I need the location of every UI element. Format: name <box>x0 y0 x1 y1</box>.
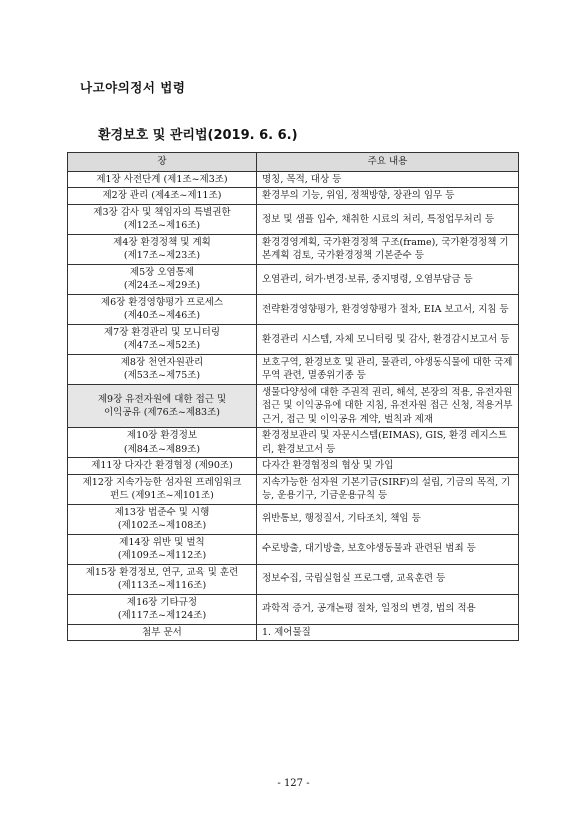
table-row <box>68 428 519 458</box>
chapter-cell <box>68 204 257 234</box>
chapter-line: (제113조~제116조) <box>117 580 207 592</box>
table-row <box>68 204 519 234</box>
chapter-line: (제24조~제29조) <box>123 280 201 292</box>
chapter-line: 제4장 환경정책 및 계획 <box>113 236 211 248</box>
chapter-cell <box>68 428 257 458</box>
content-cell: 과학적 증거, 공개논평 절차, 일정의 변경, 법의 적용 <box>257 594 519 624</box>
chapter-line: 제5장 오염통제 <box>129 266 195 278</box>
chapter-line: 제2장 관리 (제4조~제11조) <box>102 190 222 202</box>
chapter-line: (제40조~제46조) <box>123 310 201 322</box>
content-cell: 생물다양성에 대한 주권적 권리, 해석, 본장의 적용, 유전자원 접근 및 이익공유에 대한 지침, 유전자원 접근 신청, 적용거부 근거, 접근 및 이익공유 계약, 벌칙과 제재 <box>257 384 519 427</box>
chapter-line: 제12장 지속가능한 섬자원 프레임워크 <box>82 476 242 488</box>
chapter-line: (제12조~제16조) <box>123 220 201 232</box>
chapter-line: (제47조~제52조) <box>123 340 201 352</box>
section-title: 나고야의정서 법령 <box>80 80 186 95</box>
table-row <box>68 474 519 504</box>
document-title: 환경보호 및 관리법(2019. 6. 6.) <box>98 128 298 143</box>
chapter-cell <box>68 624 257 640</box>
table-row <box>68 594 519 624</box>
table-row <box>68 564 519 594</box>
chapter-line: 펀드 (제91조~제101조) <box>110 490 214 502</box>
table-row <box>68 354 519 384</box>
chapter-cell <box>68 474 257 504</box>
content-cell: 정보 및 샘플 입수, 채취한 시료의 처리, 특정업무처리 등 <box>257 204 519 234</box>
header-content: 주요 내용 <box>257 153 519 172</box>
content-cell: 위반통보, 행정질서, 기타조치, 책임 등 <box>257 504 519 534</box>
content-cell: 명칭, 목적, 대상 등 <box>257 172 519 188</box>
chapter-line: 제6장 환경영향평가 프로세스 <box>100 296 224 308</box>
chapter-cell <box>68 384 257 427</box>
chapter-line: 이익공유 (제76조~제83조) <box>104 407 220 418</box>
chapter-line: 제10장 환경정보 <box>126 430 198 442</box>
chapter-cell <box>68 264 257 294</box>
chapter-line: 첨부 문서 <box>142 626 182 638</box>
chapter-line: 제15장 환경정보, 연구, 교육 및 훈련 <box>85 566 239 578</box>
chapter-cell <box>68 458 257 474</box>
content-cell: 환경부의 기능, 위임, 정책방향, 장관의 임무 등 <box>257 188 519 204</box>
chapter-line: (제84조~제89조) <box>123 443 201 455</box>
table-row <box>68 324 519 354</box>
chapter-cell <box>68 294 257 324</box>
table-row <box>68 294 519 324</box>
content-cell: 1. 제어물질 <box>257 624 519 640</box>
content-cell: 오염관리, 허가·변경·보류, 중지명령, 오염부담금 등 <box>257 264 519 294</box>
content-cell: 다자간 환경협정의 협상 및 가입 <box>257 458 519 474</box>
chapter-cell <box>68 324 257 354</box>
content-cell: 환경경영계획, 국가환경정책 구조(frame), 국가환경정책 기본계획 검토, 국가환경정책 기본준수 등 <box>257 234 519 264</box>
table-row <box>68 624 519 640</box>
content-cell: 환경정보관리 및 자문시스템(EIMAS), GIS, 환경 레지스트리, 환경보고서 등 <box>257 428 519 458</box>
chapter-line: (제117조~제124조) <box>117 610 207 622</box>
chapter-line: (제53조~제75조) <box>123 370 201 382</box>
chapter-line: 제11장 다자간 환경협정 (제90조) <box>91 460 233 472</box>
chapter-line: (제102조~제108조) <box>117 520 207 532</box>
chapter-line: 제14장 위반 및 벌칙 <box>119 536 205 548</box>
law-chapters-table <box>67 152 519 641</box>
table-row <box>68 384 519 427</box>
chapter-line: 제3장 감사 및 책임자의 특별권한 <box>93 206 231 218</box>
chapter-cell <box>68 234 257 264</box>
chapter-cell <box>68 594 257 624</box>
chapter-cell <box>68 504 257 534</box>
chapter-line: 제13장 법준수 및 시행 <box>114 506 210 518</box>
table-row <box>68 172 519 188</box>
table-row <box>68 458 519 474</box>
chapter-cell <box>68 534 257 564</box>
chapter-line: 제8장 천연자원관리 <box>120 356 204 368</box>
chapter-line: 제7장 환경관리 및 모니터링 <box>103 326 221 338</box>
content-cell: 지속가능한 섬자원 기본기금(SIRF)의 설립, 기금의 목적, 기능, 운용기구, 기금운용규칙 등 <box>257 474 519 504</box>
table-row <box>68 234 519 264</box>
chapter-cell <box>68 354 257 384</box>
chapter-line: 제1장 사전단계 (제1조~제3조) <box>96 174 228 185</box>
chapter-line: 제16장 기타규정 <box>126 596 198 608</box>
content-cell: 전략환경영향평가, 환경영향평가 절차, EIA 보고서, 지침 등 <box>257 294 519 324</box>
table-row <box>68 534 519 564</box>
page-number: - 127 - <box>277 778 310 789</box>
content-cell: 수로방출, 대기방출, 보호야생동물과 관련된 범죄 등 <box>257 534 519 564</box>
chapter-line: (제109조~제112조) <box>117 550 207 562</box>
table-header-row <box>68 153 519 172</box>
content-cell: 보호구역, 환경보호 및 관리, 물관리, 야생동식물에 대한 국제무역 관련, 멸종위기종 등 <box>257 354 519 384</box>
chapter-cell <box>68 188 257 204</box>
content-cell: 정보수집, 국립실험실 프로그램, 교육훈련 등 <box>257 564 519 594</box>
content-cell: 환경관리 시스템, 자체 모니터링 및 감사, 환경감시보고서 등 <box>257 324 519 354</box>
chapter-line: (제17조~제23조) <box>123 250 201 262</box>
chapter-line: 제9장 유전자원에 대한 접근 및 <box>97 393 227 405</box>
table-row <box>68 264 519 294</box>
header-chapter: 장 <box>68 153 257 172</box>
chapter-cell <box>68 172 257 188</box>
table-row <box>68 188 519 204</box>
table-row <box>68 504 519 534</box>
chapter-cell <box>68 564 257 594</box>
